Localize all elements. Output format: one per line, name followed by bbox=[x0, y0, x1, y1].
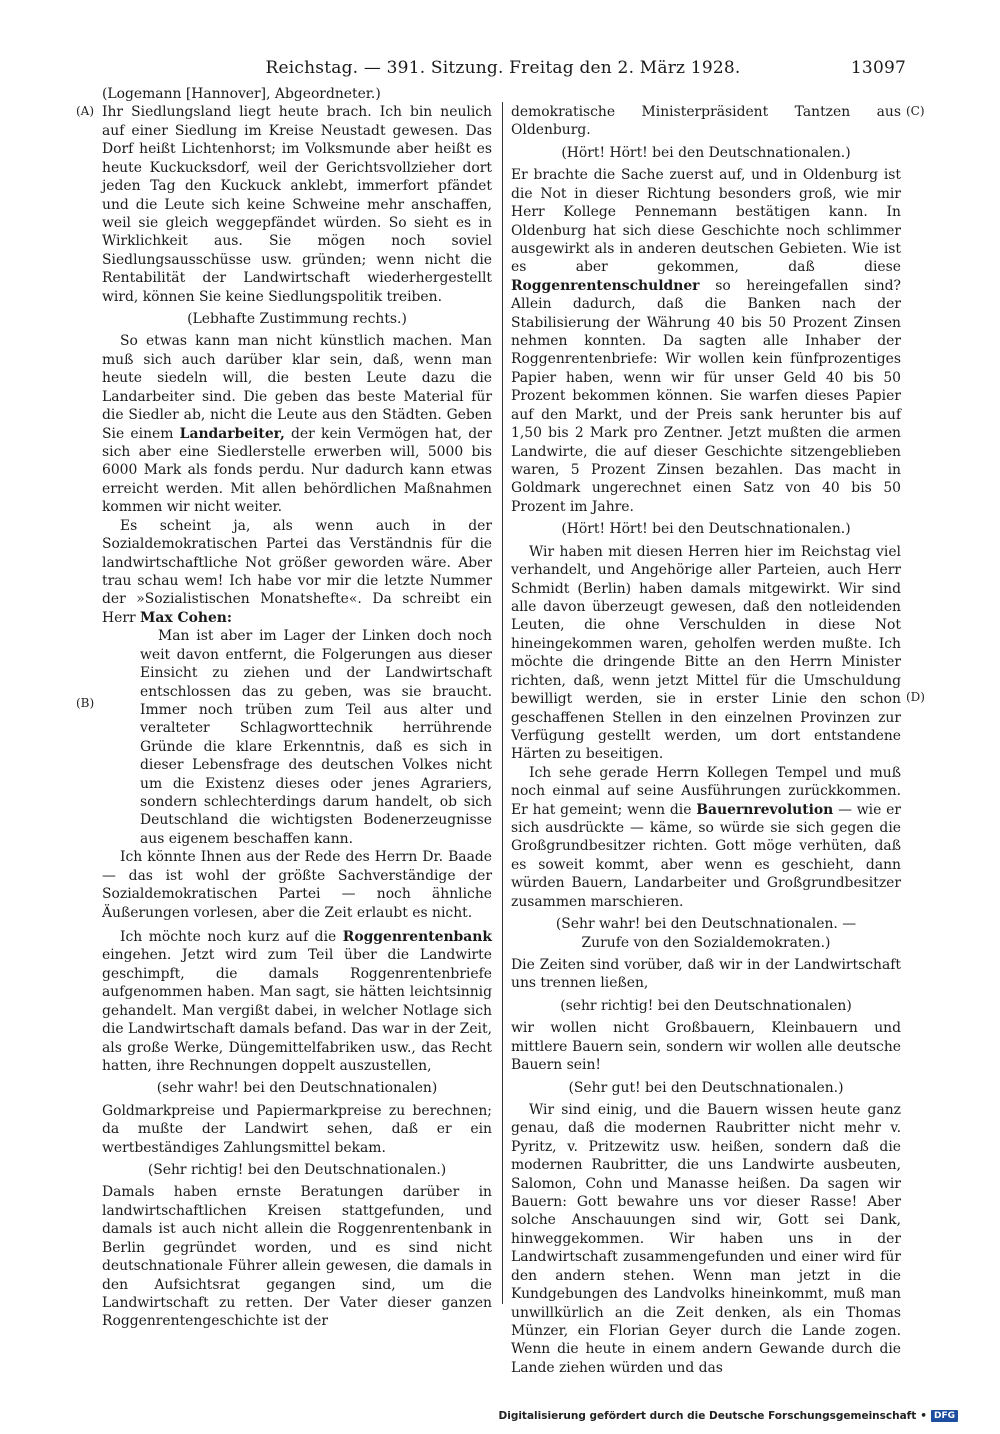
interjection: (sehr wahr! bei den Deutschnationalen) bbox=[156, 1080, 438, 1097]
page-number: 13097 bbox=[850, 58, 906, 78]
paragraph: wir wollen nicht Großbauern, Kleinbauern und mittlere Bauern sein, sondern wir wollen alle deutsche Bauern sein! bbox=[511, 1020, 901, 1074]
speaker-line: (Logemann [Hannover], Abgeordneter.) bbox=[102, 86, 381, 102]
footer-credit bbox=[499, 1410, 959, 1422]
margin-marker-d: (D) bbox=[906, 690, 925, 704]
interjection: (Hört! Hört! bei den Deutschnationalen.) bbox=[561, 144, 851, 161]
bold-term: Bauernrevolution bbox=[696, 801, 834, 818]
column-divider bbox=[502, 102, 503, 1304]
bold-term: Max Cohen: bbox=[140, 609, 233, 626]
paragraph: Goldmarkpreise und Papiermarkpreise zu berechnen; da mußte der Landwirt sehen, daß er ein wertbeständiges Zahlungsmittel bekam. bbox=[102, 1102, 492, 1156]
interjection: (Hört! Hört! bei den Deutschnationalen.) bbox=[561, 521, 851, 538]
paragraph: Ich möchte noch kurz auf die Roggenrentenbank eingehen. Jetzt wird zum Teil über die Landwirte geschimpft, die damals Roggenrentenbriefe aufgenommen haben. Man sagt, sie hätten leichtsinnig gehandelt. Man vergißt dabei, in welcher Notlage sich die Landwirtschaft damals befand. Das war in der Zeit, als große Werke, Düngemittelfabriken usw., das Recht hatten, ihre Rechnungen doppelt auszustellen, bbox=[102, 928, 492, 1074]
footer-text: Digitalisierung gefördert durch die Deutsche Forschungsgemeinschaft bbox=[498, 1410, 917, 1422]
paragraph: Wir sind einig, und die Bauern wissen heute ganz genau, daß die modernen Raubritter nicht mehr v. Pyritz, v. Pritzewitz usw. heißen, sondern daß die modernen Raubritter, die uns Landwirte ausbeuten, Salomon, Cohn und Manasse heißen. Da sagen wir Bauern: Gott bewahre uns vor dieser Rasse! Aber solche Anschauungen sind wir, Gott sei Dank, hinweggekommen. Wir haben uns in der Landwirtschaft zusammengefunden und einer wird für den andern stehen. Wenn man jetzt in die Kundgebungen des Landvolks hineinkommt, muß man unwillkürlich an die Zeit denken, als ein Thomas Münzer, ein Florian Geyer durch die Lande zogen. Wenn die heute in einem andern Gewande durch die Lande ziehen würden und das bbox=[511, 1101, 901, 1376]
interjection: Zurufe von den Sozialdemokraten.) bbox=[581, 934, 831, 951]
bold-term: Roggenrentenschuldner bbox=[511, 277, 700, 294]
paragraph: Ihr Siedlungsland liegt heute brach. Ich bin neulich auf einer Siedlung im Kreise Neustadt gewesen. Das Dorf heißt Lichtenhorst; im Volksmunde aber heißt es heute Kuckucksdorf, weil der Gerichtsvollzieher dort jeden Tag den Kuckuck anklebt, immerfort pfändet und die Leute sich keine Schweine mehr anschaffen, weil sie gleich weggepfändet würden. So sieht es in Wirklichkeit aus. Sie mögen noch soviel Siedlungsausschüsse usw. gründen; wenn nicht die Rentabilität der Landwirtschaft wiederhergestellt wird, können Sie keine Siedlungspolitik treiben. bbox=[102, 104, 492, 305]
paragraph: Die Zeiten sind vorüber, daß wir in der Landwirtschaft uns trennen ließen, bbox=[511, 956, 901, 992]
bold-term: Landarbeiter, bbox=[179, 425, 285, 442]
paragraph: So etwas kann man nicht künstlich machen. Man muß sich auch darüber klar sein, daß, wenn man heute siedeln will, die besten Leute dazu die Landarbeiter sind. Die geben das beste Material für die Siedler ab, nicht die Leute aus den Städten. Geben Sie einem Landarbeiter, der kein Vermögen hat, der sich aber eine Siedlerstelle erwerben will, 5000 bis 6000 Mark als fonds perdu. Nur dadurch kann etwas erreicht werden. Mit allen behördlichen Maßnahmen kommen wir nicht weiter. bbox=[102, 333, 492, 516]
page-header bbox=[100, 58, 906, 84]
margin-marker-c: (C) bbox=[906, 104, 925, 118]
header-title: Reichstag. — 391. Sitzung. Freitag den 2. März 1928. bbox=[265, 58, 741, 78]
block-quote: Man ist aber im Lager der Linken doch noch weit davon entfernt, die Folgerungen aus dieser Einsicht zu ziehen und der Landwirtschaft entschlossen das zu geben, was sie braucht. Immer noch trüben zum Teil aus alter und veralteter Schlagworttechnik herrührende Gründe die klare Erkenntnis, daß es sich in dieser Lebensfrage des deutschen Volkes nicht um die Existenz dieses oder jenes Agrariers, sondern schlechterdings darum handelt, ob sich Deutschland die wichtigsten Bodenerzeugnisse aus eigenem beschaffen kann. bbox=[140, 628, 492, 847]
paragraph: Es scheint ja, als wenn auch in der Sozialdemokratischen Partei das Verständnis für die landwirtschaftliche Not größer geworden wäre. Aber trau schau wem! Ich habe vor mir die letzte Nummer der »Sozialistischen Monatshefte«. Da schreibt ein Herr Max Cohen: bbox=[102, 517, 492, 626]
interjection: (Lebhafte Zustimmung rechts.) bbox=[187, 311, 407, 328]
interjection: (Sehr gut! bei den Deutschnationalen.) bbox=[568, 1079, 844, 1096]
margin-marker-a: (A) bbox=[76, 104, 95, 118]
dfg-logo-icon: DFG bbox=[931, 1410, 958, 1422]
interjection: (Sehr richtig! bei den Deutschnationalen.) bbox=[147, 1162, 447, 1179]
right-column bbox=[511, 103, 901, 1377]
paragraph: Damals haben ernste Beratungen darüber in landwirtschaftlichen Kreisen stattgefunden, und damals ist auch nicht allein die Roggenrentenbank in Berlin gegründet worden, und es sind nicht deutschnationale Führer allein gewesen, die damals in den Aufsichtsrat gegangen sind, um die Landwirtschaft zu retten. Der Vater dieser ganzen Roggenrentengeschichte ist der bbox=[102, 1184, 492, 1330]
interjection: (sehr richtig! bei den Deutschnationalen) bbox=[560, 997, 852, 1014]
paragraph: demokratische Ministerpräsident Tantzen aus Oldenburg. bbox=[511, 104, 901, 139]
footer-bullet: • bbox=[920, 1410, 927, 1422]
margin-marker-b: (B) bbox=[76, 696, 95, 710]
left-column bbox=[102, 85, 492, 1331]
paragraph: Ich sehe gerade Herrn Kollegen Tempel und muß noch einmal auf seine Ausführungen zurückkommen. Er hat gemeint; wenn die Bauernrevolution — wie er sich ausdrückte — käme, so würde sie sich gegen die Großgrundbesitzer richten. Gott möge verhüten, daß es soweit kommt, aber wenn es geschieht, dann würden Bauern, Landarbeiter und Großgrundbesitzer zusammen marschieren. bbox=[511, 764, 901, 910]
paragraph: Er brachte die Sache zuerst auf, und in Oldenburg ist die Not in dieser Richtung besonders groß, wie mir Herr Kollege Pennemann bestätigen kann. In Oldenburg hat sich diese Geschichte noch schlimmer ausgewirkt als in anderen deutschen Gebieten. Wie ist es aber gekommen, daß diese Roggenrentenschuldner so hereingefallen sind? Allein dadurch, daß die Banken nach der Stabilisierung der Währung 40 bis 50 Prozent Zinsen nehmen konnten. Da sagten alle Inhaber der Roggenrentenbriefe: Wir wollen kein fünfprozentiges Papier haben, wenn wir für unser Geld 40 bis 50 Prozent bekommen können. Sie warfen dieses Papier auf den Markt, und der Preis sank herunter bis auf 1,50 bis 2 Mark pro Zentner. Jetzt mußten die armen Landwirte, die auf dieser Geschichte sitzengeblieben waren, 5 Prozent Zinsen bezahlen. Das macht in Goldmark ungerechnet einen Satz von 40 bis 50 Prozent im Jahre. bbox=[511, 167, 901, 515]
bold-term: Roggenrentenbank bbox=[342, 928, 492, 945]
paragraph: Wir haben mit diesen Herren hier im Reichstag viel verhandelt, und Angehörige aller Parteien, auch Herr Schmidt (Berlin) haben damals mitgewirkt. Wir sind alle davon überzeugt gewesen, daß den notleidenden Leuten, die ohne Verschulden in diese Not hineingekommen waren, geholfen werden mußte. Ich möchte die dringende Bitte an den Herrn Minister richten, daß, wenn jetzt Mittel für die Umschuldung bewilligt werden, sie in erster Linie den schon geschaffenen Stellen in den einzelnen Provinzen zur Verfügung gestellt werden, um dort entstandene Härten zu beseitigen. bbox=[511, 543, 901, 763]
interjection: (Sehr wahr! bei den Deutschnationalen. — bbox=[555, 916, 857, 933]
paragraph: Ich könnte Ihnen aus der Rede des Herrn Dr. Baade — das ist wohl der größte Sachverständige der Sozialdemokratischen Partei — noch ähnliche Äußerungen vorlesen, aber die Zeit erlaubt es nicht. bbox=[102, 849, 492, 921]
